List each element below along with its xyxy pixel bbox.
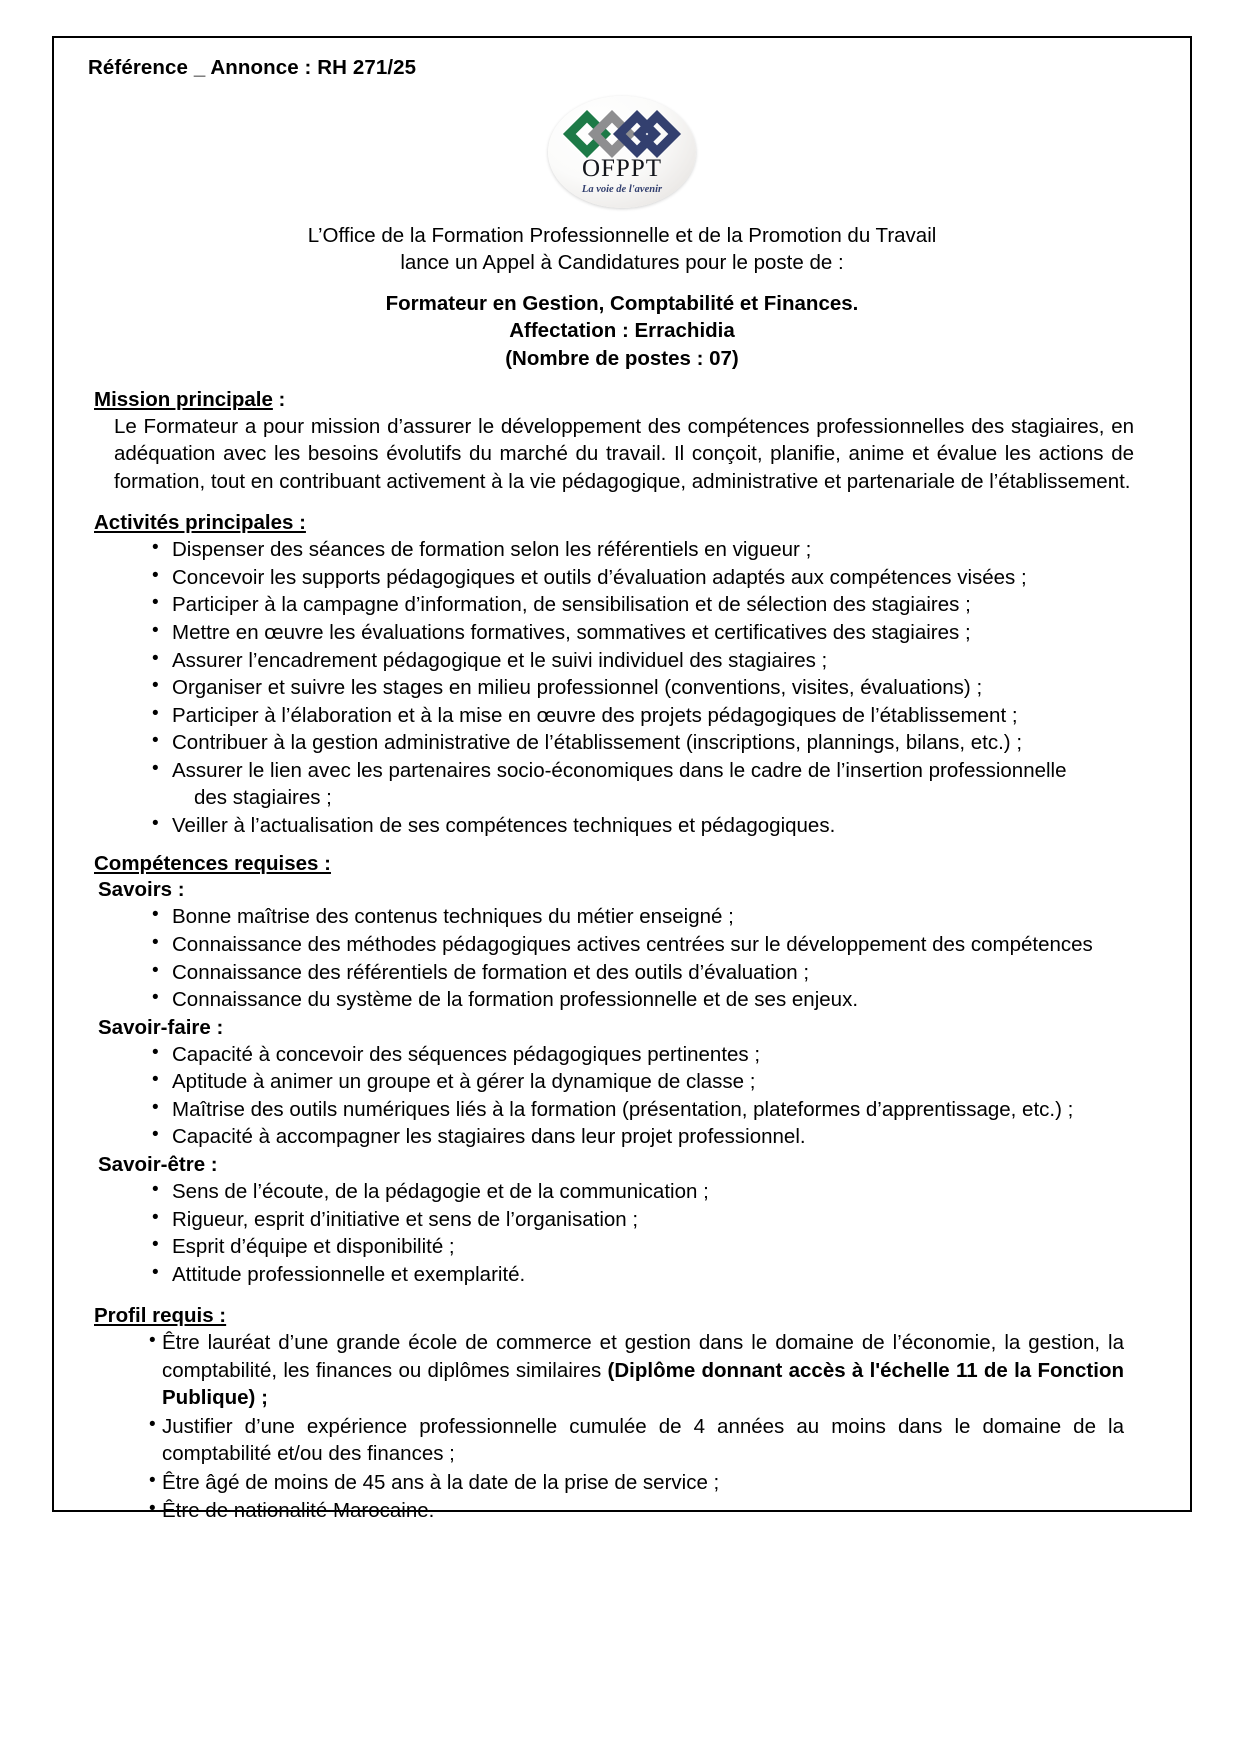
section-heading-mission	[94, 388, 1164, 412]
profil-item-1-text: Être lauréat d’une grande école de commerce et gestion dans le domaine de l’économie, la gestion, la comptabilité, les finances ou diplômes similaires	[162, 1331, 1124, 1382]
list-item: • Contribuer à la gestion administrative de l’établissement (inscriptions, plannings, bilans, etc.) ;	[172, 729, 1164, 757]
section-heading-profil	[94, 1304, 1164, 1328]
mission-heading-colon: :	[272, 387, 286, 411]
list-item: • Sens de l’écoute, de la pédagogie et de la communication ;	[172, 1178, 1164, 1206]
list-item-line-1: Assurer le lien avec les partenaires socio-économiques dans le cadre de l’insertion professionnelle	[172, 758, 1067, 782]
list-item: • Connaissance des référentiels de formation et des outils d’évaluation ;	[172, 959, 1164, 987]
list-item: • Esprit d’équipe et disponibilité ;	[172, 1233, 1164, 1261]
mission-heading-text: Mission principale	[94, 387, 273, 411]
section-heading-competences	[94, 852, 1164, 876]
list-item	[162, 1329, 1164, 1412]
savoirs-list	[80, 903, 1164, 1013]
list-item	[172, 757, 1164, 812]
subheading-savoirs: Savoirs :	[98, 878, 185, 902]
list-item: • Maîtrise des outils numériques liés à la formation (présentation, plateformes d’apprentissage, etc.) ;	[172, 1096, 1164, 1124]
logo-oval-badge	[548, 96, 696, 208]
savoir-etre-list	[80, 1178, 1164, 1288]
list-item: • Bonne maîtrise des contenus techniques du métier enseigné ;	[172, 903, 1164, 931]
post-title: Formateur en Gestion, Comptabilité et Finances.	[385, 292, 859, 316]
list-item: • Organiser et suivre les stages en milieu professionnel (conventions, visites, évaluations) ;	[172, 674, 1164, 702]
logo-tagline: La voie de l'avenir	[581, 183, 663, 195]
list-item: • Mettre en œuvre les évaluations formatives, sommatives et certificatives des stagiaires ;	[172, 619, 1164, 647]
list-item-line-2: des stagiaires ;	[194, 786, 332, 810]
activites-list	[80, 536, 1164, 839]
list-item: • Veiller à l’actualisation de ses compétences techniques et pédagogiques.	[172, 812, 1164, 840]
ofppt-logo	[80, 96, 1164, 208]
logo-diamonds-icon	[570, 114, 674, 154]
savoir-faire-list	[80, 1041, 1164, 1151]
reference-annonce: Référence _ Annonce : RH 271/25	[88, 56, 417, 79]
list-item: • Être de nationalité Marocaine.	[162, 1497, 1164, 1525]
competences-heading-text: Compétences requises :	[94, 852, 331, 876]
intro-line-1: L’Office de la Formation Professionnelle et de la Promotion du Travail	[307, 224, 937, 247]
activites-heading-text: Activités principales :	[94, 511, 306, 535]
list-item: • Participer à l’élaboration et à la mise en œuvre des projets pédagogiques de l’établissement ;	[172, 702, 1164, 730]
list-item: • Dispenser des séances de formation selon les référentiels en vigueur ;	[172, 536, 1164, 564]
subheading-savoir-etre: Savoir-être :	[98, 1152, 218, 1176]
list-item: • Aptitude à animer un groupe et à gérer la dynamique de classe ;	[172, 1068, 1164, 1096]
intro-block	[80, 222, 1164, 276]
section-heading-activites	[94, 511, 1164, 535]
profil-heading-text: Profil requis :	[94, 1304, 227, 1328]
logo-name: OFPPT	[581, 154, 663, 182]
list-item: • Attitude professionnelle et exemplarité.	[172, 1261, 1164, 1289]
subheading-savoir-faire: Savoir-faire :	[98, 1015, 224, 1039]
list-item: • Concevoir les supports pédagogiques et outils d’évaluation adaptés aux compétences visées ;	[172, 564, 1164, 592]
document-page	[52, 36, 1192, 1522]
post-block	[80, 290, 1164, 372]
list-item: • Capacité à concevoir des séquences pédagogiques pertinentes ;	[172, 1041, 1164, 1069]
list-item: • Assurer l’encadrement pédagogique et le suivi individuel des stagiaires ;	[172, 647, 1164, 675]
list-item: • Être âgé de moins de 45 ans à la date de la prise de service ;	[162, 1469, 1164, 1497]
list-item: • Connaissance des méthodes pédagogiques actives centrées sur le développement des compétences	[172, 931, 1164, 959]
post-nombre-postes: (Nombre de postes : 07)	[505, 346, 739, 370]
profil-list	[80, 1329, 1164, 1524]
list-item: • Rigueur, esprit d’initiative et sens de l’organisation ;	[172, 1206, 1164, 1234]
list-item: • Capacité à accompagner les stagiaires dans leur projet professionnel.	[172, 1123, 1164, 1151]
list-item: • Participer à la campagne d’information, de sensibilisation et de sélection des stagiaires ;	[172, 591, 1164, 619]
intro-line-2: lance un Appel à Candidatures pour le poste de :	[400, 251, 844, 275]
profil-item-1-emphasis: (Diplôme donnant accès à l'échelle 11 de la Fonction Publique) ;	[162, 1358, 1124, 1410]
post-affectation: Affectation : Errachidia	[509, 319, 735, 343]
list-item: • Justifier d’une expérience professionnelle cumulée de 4 années au moins dans le domaine de la comptabilité et/ou des finances ;	[162, 1413, 1164, 1468]
list-item: • Connaissance du système de la formation professionnelle et de ses enjeux.	[172, 986, 1164, 1014]
mission-paragraph: Le Formateur a pour mission d’assurer le développement des compétences professionnelles des stagiaires, en adéquation avec les besoins évolutifs du marché du travail. Il conçoit, planifie, anime et évalue les actions de formation, tout en contribuant activement à la vie pédagogique, administrative et partenariale de l’établissement.	[114, 414, 1134, 493]
